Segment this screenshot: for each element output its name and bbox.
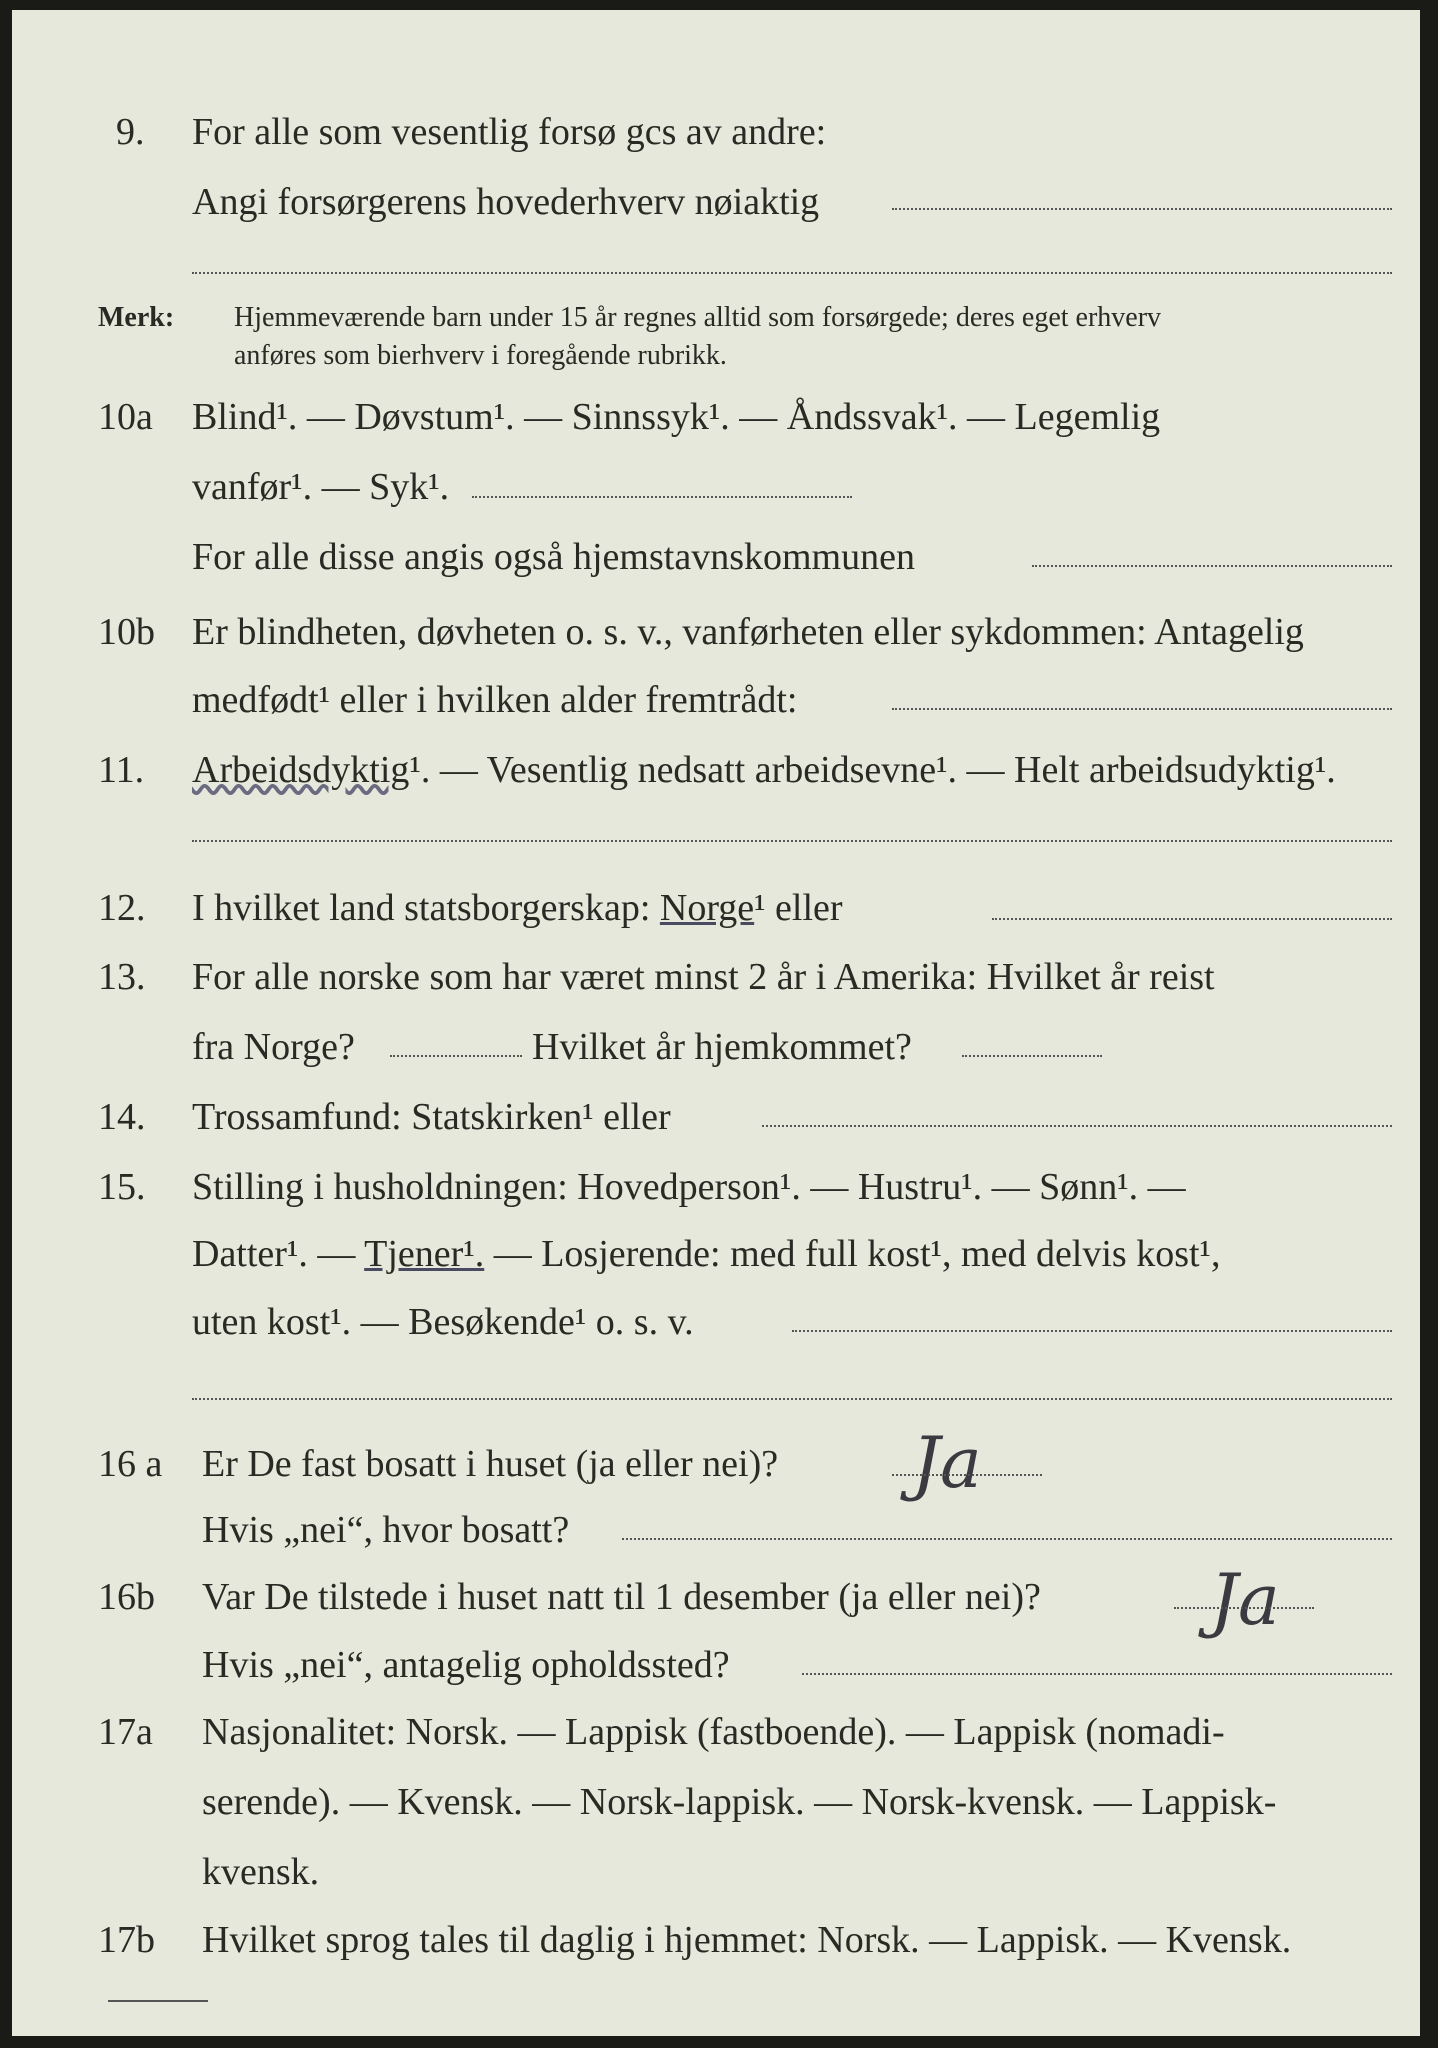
q12-line [192,886,843,930]
q12-pre: I hvilket land statsborgerskap: [192,887,660,929]
footnote-rule [108,2000,208,2002]
q17a-line2: serende). — Kvensk. — Norsk-lappisk. — Norsk-kvensk. — Lappisk- [202,1781,1277,1823]
q11-selected-answer: Arbeidsdyktig [192,749,410,791]
merk-label: Merk: [98,302,175,333]
q11-number: 11. [98,749,145,791]
q15-answer-field-2[interactable] [192,1398,1392,1400]
q16a-line1: Er De fast bosatt i huset (ja eller nei)? [202,1443,779,1485]
q12-answer-field[interactable] [992,918,1392,920]
q15-answer-field[interactable] [792,1330,1392,1332]
q10a-answer-field[interactable] [472,496,852,498]
q15-line3: uten kost¹. — Besøkende¹ o. s. v. [192,1301,694,1343]
q14-answer-field[interactable] [762,1125,1392,1127]
q13-hjemkommet-field[interactable] [962,1055,1102,1057]
q15-line2 [192,1232,1220,1276]
q11-line [192,748,1336,792]
q13-line1: For alle norske som har været minst 2 år i Amerika: Hvilket år reist [192,956,1215,998]
q15-selected-answer: Tjener¹. [364,1233,485,1275]
q17a-line1: Nasjonalitet: Norsk. — Lappisk (fastboende). — Lappisk (nomadi- [202,1711,1225,1753]
q11-rest: ¹. — Vesentlig nedsatt arbeidsevne¹. — Helt arbeidsudyktig¹. [409,749,1336,791]
q10a-line2: vanfør¹. — Syk¹. [192,466,450,508]
q10a-hjemstavn-field[interactable] [1032,565,1392,567]
q10a-line3: For alle disse angis også hjemstavnskommunen [192,536,915,578]
q9-number: 9. [116,111,145,153]
q10a-number: 10a [98,396,153,438]
q9-answer-field-2[interactable] [192,272,1392,274]
q16a-bosatt-field[interactable] [622,1538,1392,1540]
q13-line2b: Hvilket år hjemkommet? [532,1026,912,1068]
q9-line1: For alle som vesentlig forsø gcs av andre: [192,111,827,153]
q13-number: 13. [98,956,146,998]
q13-reist-field[interactable] [390,1055,522,1057]
q11-answer-field[interactable] [192,840,1392,842]
merk-line2: anføres som bierhverv i foregående rubrikk. [234,340,727,371]
q10a-line1: Blind¹. — Døvstum¹. — Sinnssyk¹. — Åndssvak¹. — Legemlig [192,396,1161,438]
q16a-line2: Hvis „nei“, hvor bosatt? [202,1509,570,1551]
q16b-line1: Var De tilstede i huset natt til 1 desember (ja eller nei)? [202,1576,1041,1618]
q16a-number: 16 a [98,1443,163,1485]
q15-line2a: Datter¹. — [192,1233,365,1275]
q16a-handwritten-answer: Ja [912,1422,982,1504]
q17b-line1: Hvilket sprog tales til daglig i hjemmet: Norsk. — Lappisk. — Kvensk. [202,1919,1292,1961]
merk-line1: Hjemmeværende barn under 15 år regnes alltid som forsørgede; deres eget erhverv [234,302,1162,333]
q16b-handwritten-answer: Ja [1210,1559,1280,1641]
q14-number: 14. [98,1096,146,1138]
census-form-page [12,10,1420,2036]
q14-line1: Trossamfund: Statskirken¹ eller [192,1096,671,1138]
q15-line1: Stilling i husholdningen: Hovedperson¹. — Hustru¹. — Sønn¹. — [192,1166,1186,1208]
q13-line2a: fra Norge? [192,1026,355,1068]
q15-number: 15. [98,1166,146,1208]
q10b-line2: medfødt¹ eller i hvilken alder fremtrådt: [192,679,798,721]
q16a-answer-field[interactable] [892,1474,1042,1476]
q12-post: ¹ eller [754,887,843,929]
q15-line2b: — Losjerende: med full kost¹, med delvis kost¹, [484,1233,1221,1275]
q16b-opholdssted-field[interactable] [802,1673,1392,1675]
q17a-number: 17a [98,1711,153,1753]
q16b-number: 16b [98,1576,155,1618]
q10b-number: 10b [98,611,155,653]
q17a-line3: kvensk. [202,1851,320,1893]
q16b-line2: Hvis „nei“, antagelig opholdssted? [202,1644,730,1686]
q12-number: 12. [98,887,146,929]
q16b-answer-field[interactable] [1174,1607,1314,1609]
q17b-number: 17b [98,1919,155,1961]
q9-answer-field[interactable] [892,208,1392,210]
q9-line2: Angi forsørgerens hovederhverv nøiaktig [192,181,820,223]
q10b-answer-field[interactable] [892,708,1392,710]
q12-selected-answer: Norge [659,887,755,929]
q10b-line1: Er blindheten, døvheten o. s. v., vanførheten eller sykdommen: Antagelig [192,611,1304,653]
